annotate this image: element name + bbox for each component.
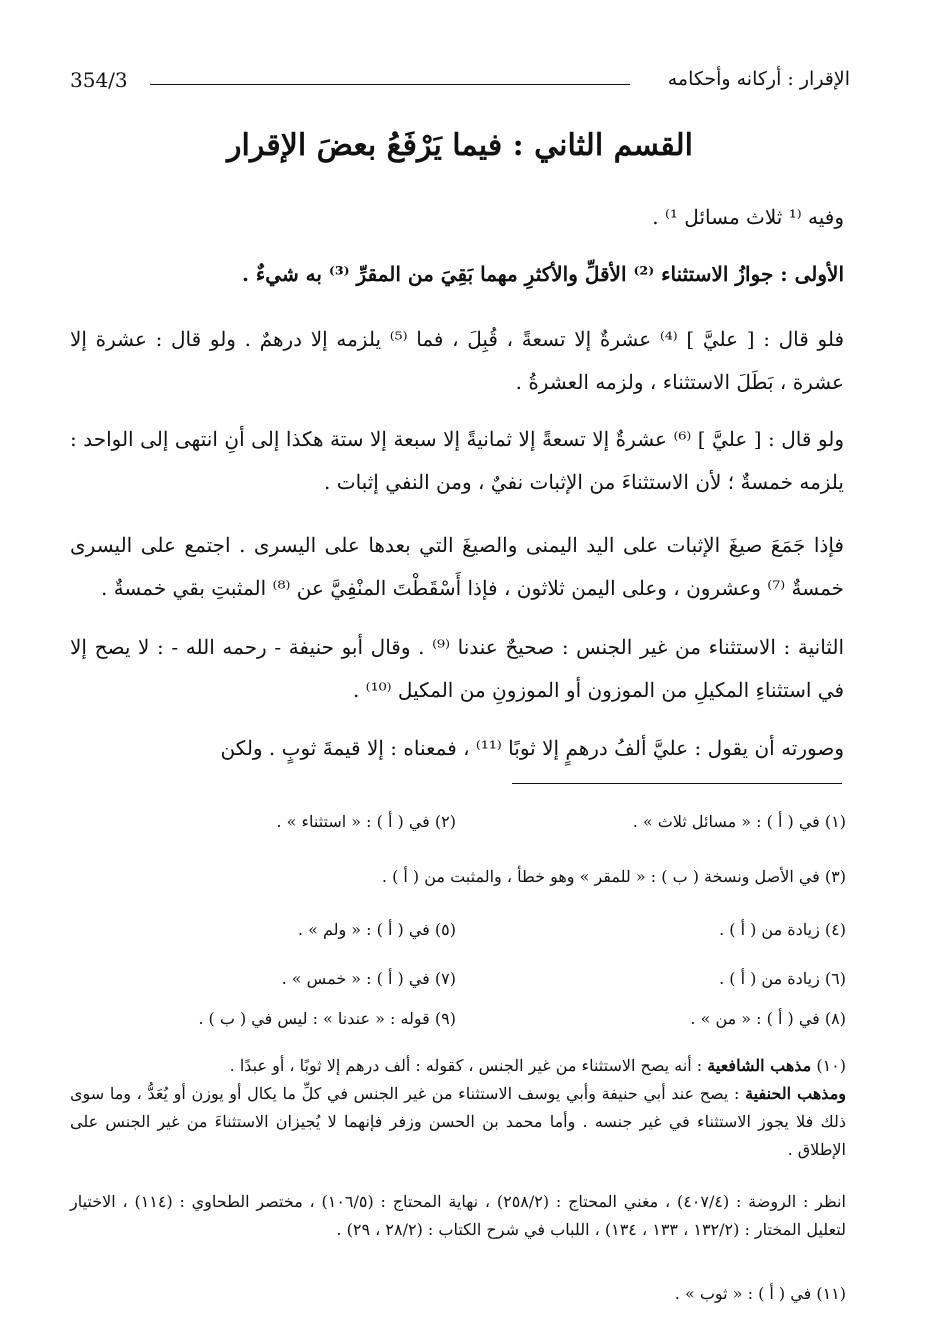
main-text [70,418,844,504]
page-header [70,66,850,100]
header-rule [150,84,630,85]
footnote-row [70,969,846,997]
footnote-10-text-hanafi: : يصح عند أبي حنيفة وأبي يوسف الاستثناء من غير الجنس في كلِّ ما يكال أو يوزن أو يُعَدُّ ، وما سوى ذلك فلا يجوز الاستثناء في غير جنسه . وأما محمد بن الحسن وزفر فإنهما لا يُجيزان الاستثناءَ من غير الجنس على الإطلاق . [70,1084,846,1159]
footnote-10-label-shafii: مذهب الشافعية [707,1056,812,1075]
footnote-10-label-hanafi: ومذهب الحنفية [745,1084,847,1103]
footnote-6: (٦) زيادة من ( أ ) . [719,969,846,988]
paragraph: وصورته أن يقول : عليَّ ألفُ درهمٍ إلا ثوبًا ⁽¹¹⁾ ، فمعناه : إلا قيمةَ ثوبٍ . ولكن [220,736,844,760]
footnote-10-references: انظر : الروضة : (٤٠٧/٤) ، مغني المحتاج : (٢٥٨/٢) ، نهاية المحتاج : (١٠٦/٥) ، مختصر الطحاوي : (١١٤) ، الاختيار لتعليل المختار : (١٣٢/٢ ، ١٣٣ ، ١٣٤) ، اللباب في شرح الكتاب : (٢٨/٢ ، ٢٩) . [70,1192,847,1239]
main-text [70,318,844,404]
footnote-10-text-shafii: : أنه يصح الاستثناء من غير الجنس ، كقوله : ألف درهم إلا ثوبًا ، أو عبدًا . [229,1056,703,1075]
paragraph: وفيه ⁽¹ ثلاث مسائل ¹⁾ . [652,205,844,229]
main-text [70,626,844,712]
main-text [70,196,844,239]
paragraph: الثانية : الاستثناء من غير الجنس : صحيحٌ عندنا ⁽⁹⁾ . وقال أبو حنيفة - رحمه الله - : لا يصح إلا في استثناءِ المكيلِ من الموزون أو الموزونِ من المكيل ⁽¹⁰⁾ . [70,635,845,702]
paragraph: ولو قال : [ عليَّ ] ⁽⁶⁾ عشرةٌ إلا تسعةً إلا ثمانيةً إلا سبعة إلا ستة هكذا إلى أنِ انتهى إلى الواحد : يلزمه خمسةٌ ؛ لأن الاستثناءَ من الإثبات نفيٌ ، ومن النفي إثبات . [70,427,844,494]
footnote-row [70,812,846,840]
footnote-row [70,1009,846,1037]
footnote-4: (٤) زيادة من ( أ ) . [719,920,846,939]
footnote-3: (٣) في الأصل ونسخة ( ب ) : « للمقر » وهو خطأ ، والمثبت من ( أ ) . [381,867,846,886]
running-title: الإقرار : أركانه وأحكامه [667,68,850,90]
footnote-7: (٧) في ( أ ) : « خمس » . [281,969,456,988]
main-text [70,727,844,770]
paragraph: فإذا جَمَعَ صيغَ الإثبات على اليد اليمنى والصيغَ التي بعدها على اليسرى . اجتمع على اليسرى خمسةٌ ⁽⁷⁾ وعشرون ، وعلى اليمن ثلاثون ، فإذا أَسْقَطْتَ المنْفِيَّ عن ⁽⁸⁾ المثبتِ بقي خمسةٌ . [70,533,844,600]
footnote-1: (١) في ( أ ) : « مسائل ثلاث » . [632,812,846,831]
footnote-8: (٨) في ( أ ) : « من » . [690,1009,846,1028]
paragraph: فلو قال : [ عليَّ ] ⁽⁴⁾ عشرةٌ إلا تسعةً ، قُبِلَ ، فما ⁽⁵⁾ يلزمه إلا درهمٌ . ولو قال : عشرة إلا عشرة ، بَطَلَ الاستثناء ، ولزمه العشرةُ . [70,327,845,394]
paragraph: الأولى : جوازُ الاستثناء ⁽²⁾ الأقلِّ والأكثرِ مهما بَقِيَ من المقرِّ ⁽³⁾ به شيءٌ . [241,262,844,286]
page-number: 354/3 [70,68,128,92]
footnote-2: (٢) في ( أ ) : « استثناء » . [276,812,456,831]
footnote-row [70,867,846,895]
footnote-9: (٩) قوله : « عندنا » : ليس في ( ب ) . [198,1009,456,1028]
footnote-row [70,1284,846,1312]
footnote-5: (٥) في ( أ ) : « ولم » . [297,920,456,939]
footnote-10: (١٠) مذهب الشافعية : أنه يصح الاستثناء من غير الجنس ، كقوله : ألف درهم إلا ثوبًا ، أو عبدًا . ومذهب الحنفية : يصح عند أبي حنيفة وأبي يوسف الاستثناء من غير الجنس في كلِّ ما يكال أو يوزن أو يُعَدُّ ، وما سوى ذلك فلا يجوز الاستثناء في غير جنسه . وأما محمد بن الحسن وزفر فإنهما لا يُجيزان الاستثناءَ من غير الجنس على الإطلاق . [70,1056,847,1159]
section-title: القسم الثاني : فيما يَرْفَعُ بعضَ الإقرار [227,128,693,163]
main-text [70,524,844,610]
footnote-separator [512,783,842,784]
footnote-11: (١١) في ( أ ) : « ثوب » . [674,1284,846,1303]
main-text [70,253,844,296]
footnote-row [70,920,846,948]
